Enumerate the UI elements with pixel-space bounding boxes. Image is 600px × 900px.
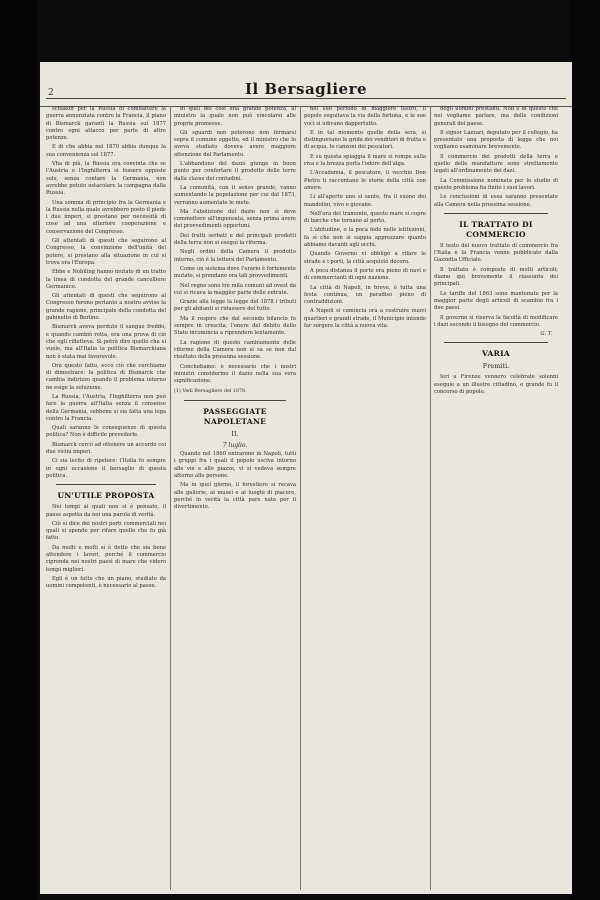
paragraph: L'abbandono del dazio giunge in buon punto per confortare il prodotto delle terre dalla classe dei contadini. (174, 161, 296, 182)
paragraph: Ma il respiro che dal secondo bilancio fu sempre in crescita, l'onere del debito dello Stato incomincia a riprendere lentamente. (174, 315, 296, 337)
paragraph: Ieri a Firenze vennero celebrate solenni esequie a un illustre cittadino, e grande fu il concorso di popolo. (434, 374, 558, 396)
paragraph: Quali saranno le conseguenze di questa politica? Non è difficile prevederle. (46, 425, 166, 439)
section-number: II. (231, 429, 239, 438)
masthead (40, 62, 572, 107)
paragraph: Gli sguardi non poterono non fermarsi sopra il comune oggetto, ed il ministro che lo aveva studiato doveva avere maggiore attenzione del Parlamento. (174, 129, 296, 158)
paragraph: La ragione di questo cambiamento delle riforme della Camera non si sa se non dal risultato della prossima sessione. (174, 339, 296, 361)
paragraph: L'Accademia, il pescatore, il vecchio Don Pietro ti raccontano le storie della città con amore. (304, 170, 426, 191)
column-divider (300, 106, 301, 890)
paragraph: Il governo si riserva la facoltà di modificare i dazi secondo il bisogno del commercio. (434, 314, 558, 328)
columns (46, 106, 566, 890)
paragraph: A poca distanza il porto era pieno di navi e di commercianti di ogni nazione. (304, 267, 426, 282)
paragraph: E di che abbia nel 1870 abbia dunque la sua convenienza sul 1877. (46, 144, 166, 158)
paragraph: Dei frutti serbati e del principali prodotti della terra non si eseguì la riforma. (174, 232, 296, 247)
paragraph: Il signor Lazzari, deputato per il collegio, ha presentato una proposta di legge che noi vogliamo esaminare brevemente. (434, 129, 558, 151)
paragraph: Il commercio dei prodotti della terra e quello delle manifatture sono strettamente legati all'ordinamento dei dazi. (434, 153, 558, 175)
paragraph: L'abitudine, o la poca fede nelle istituzioni, fa sì che non si sappia apprezzare quanto abbiamo davanti agli occhi. (304, 227, 426, 249)
masthead-rule (46, 98, 566, 99)
paragraph: Il trattato è composto di molti articoli; diamo qui brevemente il riassunto dei principali. (434, 266, 558, 288)
film-edge-right (570, 0, 600, 900)
paragraph: Egli è un fatto che un piano, studiato da uomini competenti, è necessario al paese. (46, 575, 166, 590)
signature: G. T. (540, 331, 552, 338)
paragraph: degli uomini prestanti. Non è di questo che noi vogliamo parlare, ma delle condizioni generali del paese. (434, 106, 558, 127)
paragraph: Vha di più, la Russia era convinta che se l'Austria e l'Inghilterra si fossero opposte sole, senza contare la Germania, non avrebbe potuto ostacolare la campagna dalla Russia. (46, 161, 166, 197)
section-rule (56, 484, 156, 485)
paragraph: Ma l'abolizione del dazio non si deve commettere all'impensata, senza prima avere dei provvedimenti opportuni. (174, 208, 296, 230)
paragraph: Li all'aperto uno si sente, fra il suono dei mandolini, vivo e giovane. (304, 194, 426, 208)
page-number: 2 (48, 88, 54, 98)
paragraph: La Russia, l'Austria, l'Inghilterra non può fare la guerra all'Italia senza il consenso della Germania, sebbene si sia fatta una lega contro la Francia. (46, 393, 166, 422)
paragraph: Ebbe e Nobiling hanno mutato di un tratto la linea di condotta del grande cancelliere Germanico. (46, 269, 166, 290)
paragraph: Ma in quel giorno, il forestiero si recava alle gallerie, ai musei e ai luoghi di piacere, perché in verità la città pare nata per il divertimento. (174, 482, 296, 511)
paragraph: Come un sistema dove l'erario è fortemente mutato, si prendano ora tali provvedimenti. (174, 265, 296, 280)
paragraph: Nell'ora del tramonto, questo mare si copre di barche che tornano al porto. (304, 210, 426, 225)
paragraph: Nel regno sono tre mila comuni ad ovest da cui si ricava la maggior parte delle entrate. (174, 282, 296, 296)
paragraph: Gli attentati di questi che seguirono al Congresso furono pertanto a nostro avviso la grande ragione, principale della condotta del gabinetto di Berlino. (46, 293, 166, 322)
paragraph: Bismarck aveva perduto il sangue freddo, e quando cambiò rotta, era una prova di ciò che egli rifletteva. Si potrà dire quello che si vuole, ma all'Italia la politica Bismarckiana non è stata mai favorevole. (46, 324, 166, 360)
column-1 (46, 106, 166, 890)
column-4 (434, 106, 558, 890)
section-rule (184, 400, 286, 401)
footnote: (1) Vedi Bersagliere del 1878. (174, 389, 247, 395)
section-title: UN'UTILE PROPOSTA (57, 491, 155, 501)
section-rule (444, 213, 548, 214)
paragraph: nel suo periodo di maggiore lustro, il popolo seguitava la via della fortuna, e le sue voci si udivano dappertutto. (304, 106, 426, 127)
paragraph: Grazie alla legge la legge del 1878 i tributi per gli abitanti si ridussero del tutto. (174, 299, 296, 313)
paragraph: A Napoli si comincia ora a costruire nuovi quartieri e grandi strade, il Municipio intende far sorgere la città a nuova vita. (304, 308, 426, 330)
paragraph: Le tariffe del 1863 sono mantenute per la maggior parte degli articoli di scambio fra i due paesi. (434, 290, 558, 312)
paragraph: Da molti e molti si è detto che sia bene attendere i lavori, perché il commercio riprenda nei nostri paesi di mare che videro tempi migliori. (46, 544, 166, 573)
paragraph: Il testo del nuovo trattato di commercio fra l'Italia e la Francia venne pubblicato dalla Gazzetta Ufficiale. (434, 242, 558, 264)
paragraph: Quando nel 1860 entrarono in Napoli, tutti i gruppi fra i quali il popolo usciva intorno alle vie e alle piazze, vi si vedeva sempre attorno alle persone. (174, 451, 296, 480)
paragraph: Bismarck cercò ad ottenere un accordo coi due vicini imperi. (46, 441, 166, 456)
paragraph: E su questa spiaggia il mare si rompe sulla riva e la brezza porta l'odore dell'alga. (304, 153, 426, 168)
section-title: PASSEGGIATE NAPOLETANE (203, 406, 267, 426)
section-rule (444, 342, 548, 343)
dateline: 7 luglio. (222, 441, 248, 449)
paragraph: Gli attentati di questi che seguirono al Congresso, la convinzione dell'unità del potere, si prestano alla situazione in cui si trova ora l'Europa. (46, 238, 166, 266)
film-edge-left (0, 0, 38, 900)
column-2 (174, 106, 296, 890)
section-subtitle: Fremiti. (482, 362, 510, 371)
paragraph: Le conclusioni di essa saranno presentate alla Camera nella prossima sessione. (434, 194, 558, 208)
paragraph: Quando Governo vi obbligò a rifare le strade e i porti, la città acquistò decoro. (304, 251, 426, 265)
paragraph: La città di Napoli, in breve, è tutta una festa continua, un paradiso pieno di contraddizioni. (304, 284, 426, 306)
paragraph: Ora questo fatto, ecco ciò che cerchiamo di dimostrare: la politica di Bismarck che cambia indirizzo quando il problema interno ne esige la soluzione. (46, 362, 166, 391)
column-3 (304, 106, 426, 890)
paragraph: Ci sia lecito di ripetere: l'Italia fu sempre in ogni occasione il bersaglio di questa politica. (46, 458, 166, 479)
paragraph: La comunità, con il senso grande, vanno aumentando la popolazione per cui dal 1873, verranno aumentate le mete. (174, 184, 296, 206)
paragraph: Concludiamo: è necessario che i nostri ministri considerino il dazio nella sua vera significazione. (174, 363, 296, 385)
section-title: IL TRATTATO DI COMMERCIO (459, 219, 533, 239)
paragraph: Ciò si dice dei nostri porti commerciali nei quali si spende per rifare quello che fu già fatto. (46, 520, 166, 542)
paragraph: E in tal momento quelle della sera, si distinguevano le grida dei venditori di frutta e di acqua, le canzoni dei pescatori. (304, 129, 426, 151)
paragraph: di quel dei così una grande potenza, al ministro la quale non può vincolarsi alle proprie promesse. (174, 106, 296, 127)
section-title: VARIA (481, 349, 511, 359)
paragraph: schakoff per la Russia di combattere la guerra annunziata contro la Francia, il piano di Bismarck garantì la Russia sul 1877 contro ogni attacco per parte di altre potenze. (46, 106, 166, 142)
newspaper-page (40, 62, 572, 894)
paragraph: Una somma di principio fra la Germania e la Russia nella quale avrebbero posto il piede i due imperi, si prestano per necessità di cose ad una ulteriore cooperazione e conservazione del Congresso. (46, 199, 166, 235)
column-divider (430, 106, 431, 890)
column-divider (170, 106, 171, 890)
paragraph: La Commissione nominata per lo studio di questo problema ha finito i suoi lavori. (434, 177, 558, 191)
paragraph: Nei tempi ai quali non si è pensato, il paese aspetta da noi una parola di verità. (46, 504, 166, 518)
paper-title: Il Bersagliere (244, 80, 368, 98)
paragraph: Negli ordini della Camera il prodotto interno, ciò è la lettera del Parlamento. (174, 249, 296, 263)
